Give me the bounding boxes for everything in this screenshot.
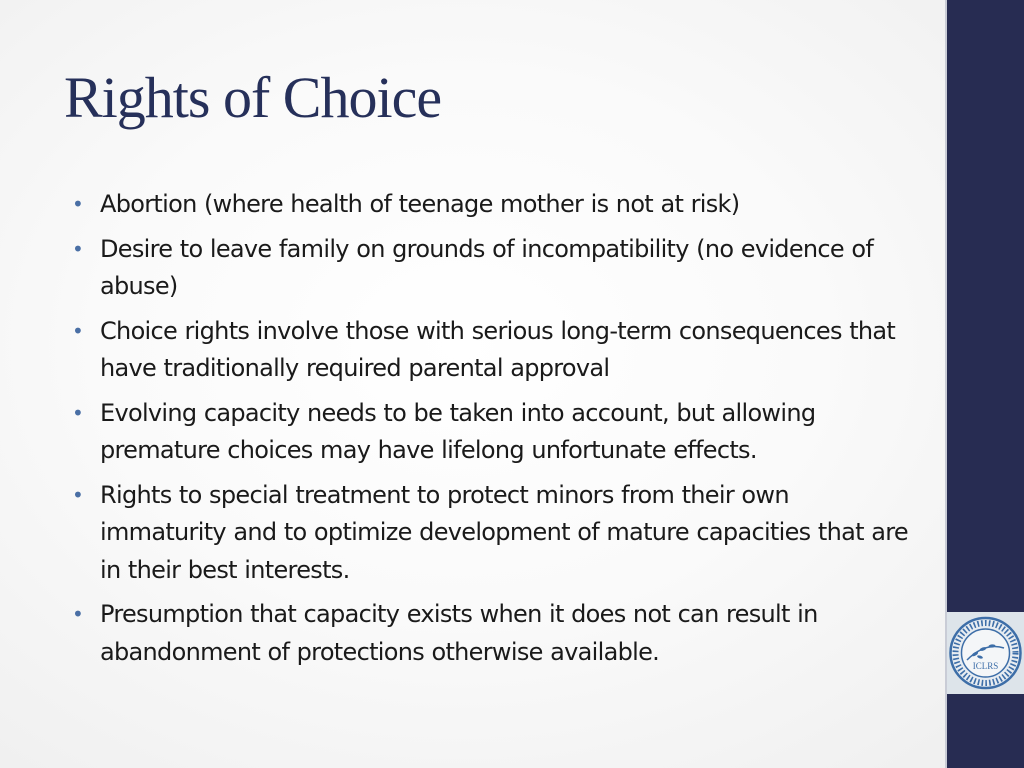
bullet-text: Desire to leave family on grounds of incompatibility (no evidence of abuse) bbox=[100, 234, 874, 300]
bullet-item bbox=[72, 231, 912, 306]
bullet-text: Abortion (where health of teenage mother is not at risk) bbox=[100, 190, 740, 218]
bullet-dot-icon: • bbox=[72, 482, 84, 507]
bullet-item bbox=[72, 596, 912, 671]
bullet-dot-icon: • bbox=[72, 192, 84, 216]
bullet-item bbox=[72, 395, 912, 470]
bullet-item bbox=[72, 313, 912, 388]
bullet-dot-icon: • bbox=[72, 318, 84, 343]
bullet-text: Rights to special treatment to protect minors from their own immaturity and to optimize development of mature capacities that are in their best interests. bbox=[100, 480, 908, 584]
bullet-item bbox=[72, 477, 912, 590]
seal-graphic bbox=[947, 612, 1024, 694]
bullet-text: Choice rights involve those with serious long-term consequences that have traditionally required parental approval bbox=[100, 316, 896, 382]
bullet-dot-icon: • bbox=[72, 602, 84, 626]
bullet-dot-icon: • bbox=[72, 236, 84, 261]
slide-title: Rights of Choice bbox=[64, 65, 442, 130]
bullet-item bbox=[72, 186, 912, 224]
iclrs-seal-icon bbox=[947, 612, 1024, 694]
bullet-list bbox=[72, 186, 912, 678]
bullet-text: Presumption that capacity exists when it does not can result in abandonment of protections otherwise available. bbox=[100, 600, 818, 666]
bullet-text: Evolving capacity needs to be taken into account, but allowing premature choices may have lifelong unfortunate effects. bbox=[100, 398, 816, 464]
seal-label: ICLRS bbox=[972, 661, 999, 671]
bullet-dot-icon: • bbox=[72, 400, 84, 425]
